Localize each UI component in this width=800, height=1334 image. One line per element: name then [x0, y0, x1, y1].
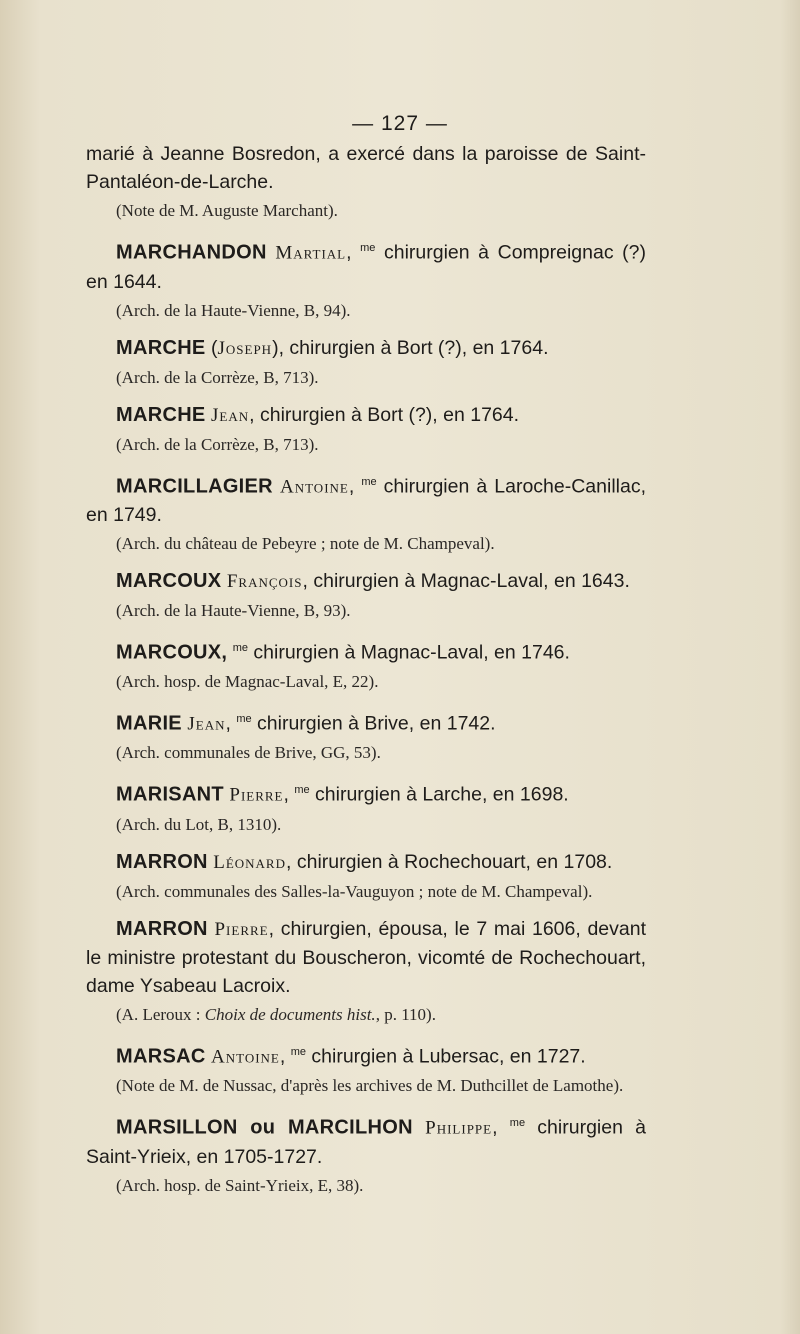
entry-surname: MARISANT	[116, 783, 224, 806]
entry-surname: MARCHE	[116, 403, 206, 426]
entry-text	[86, 776, 646, 810]
entry-description: chirurgien à Bort (?), en 1764.	[289, 336, 549, 359]
entry-description: chirurgien à Saint-Yrieix, en 1705-1727.	[86, 1116, 647, 1168]
entry-surname: MARCHANDON	[116, 241, 267, 264]
intro-source: (Note de M. Auguste Marchant).	[116, 201, 338, 220]
intro-entry	[86, 140, 646, 224]
entry-text	[86, 634, 646, 667]
dictionary-entry	[86, 634, 646, 695]
entry-surname: MARSILLON ou MARCILHON	[116, 1116, 413, 1139]
entry-source: (Note de M. de Nussac, d'après les archives de M. Duthcillet de Lamothe).	[116, 1076, 624, 1095]
entry-description: chirurgien à Rochechouart, en 1708.	[296, 850, 613, 873]
dictionary-entry	[86, 915, 646, 1028]
entry-separator: ,	[283, 783, 295, 806]
entry-open-paren: (	[205, 336, 218, 359]
entry-surname: MARRON	[116, 850, 208, 873]
entry-surname: MARRON	[116, 917, 208, 940]
entry-title-abbrev: me	[294, 784, 310, 796]
entry-given-name: Jean	[211, 404, 250, 426]
entry-surname: MARCHE	[116, 336, 206, 359]
entry-separator: ,	[492, 1116, 510, 1139]
entry-source: (Arch. communales de Brive, GG, 53).	[116, 743, 381, 762]
entry-given-name: Pierre	[214, 918, 269, 940]
entry-source: (Arch. hosp. de Magnac-Laval, E, 22).	[116, 671, 379, 691]
entry-surname: MARCILLAGIER	[116, 475, 273, 497]
entry-description: chirurgien à Bort (?), en 1764.	[259, 403, 520, 426]
dictionary-entry	[86, 705, 646, 767]
entry-source-end: , p. 110).	[375, 1004, 436, 1024]
entry-source: (Arch. de la Corrèze, B, 713).	[116, 367, 319, 387]
dictionary-entry	[86, 234, 646, 324]
entry-given-name: Antoine	[211, 1046, 280, 1067]
entry-text	[86, 234, 646, 296]
entry-given-name: Antoine	[279, 476, 349, 497]
entry-text	[86, 334, 646, 363]
entry-text	[86, 915, 646, 1000]
dictionary-entry	[86, 468, 646, 558]
entry-source-start: (A. Leroux :	[116, 1004, 205, 1024]
entry-title-abbrev: me	[236, 712, 252, 725]
entry-title-abbrev: me	[290, 1045, 306, 1058]
entry-title-abbrev: me	[232, 642, 248, 654]
entry-source: (Arch. de la Corrèze, B, 713).	[116, 434, 319, 454]
entry-text	[86, 1109, 646, 1171]
entry-separator: ,	[268, 917, 281, 940]
entry-surname: MARIE	[116, 712, 182, 734]
entry-given-name: François	[226, 571, 303, 592]
dictionary-entry	[86, 334, 646, 391]
dictionary-entry	[86, 567, 646, 624]
entry-separator: ,	[249, 403, 260, 426]
entry-description: chirurgien, épousa, le 7 mai 1606, devant le ministre protestant du Bouscheron, vicomté de Rochechouart, dame Ysabeau Lacroix.	[86, 917, 647, 997]
entry-source: (Arch. de la Haute-Vienne, B, 94).	[116, 300, 351, 320]
entry-source: (Arch. hosp. de Saint-Yrieix, E, 38).	[116, 1175, 364, 1195]
entry-separator: ),	[272, 336, 290, 359]
entry-separator: ,	[279, 1045, 291, 1067]
entry-source	[86, 1002, 646, 1028]
entry-given-name: Philippe	[425, 1117, 493, 1139]
dictionary-entry	[86, 848, 646, 905]
entry-given-name: Joseph	[217, 337, 273, 359]
entry-description: chirurgien à Lubersac, en 1727.	[306, 1045, 586, 1067]
entry-description: chirurgien à Brive, en 1742.	[251, 712, 496, 734]
entry-given-name: Léonard	[213, 851, 286, 873]
entry-source: (Arch. du château de Pebeyre ; note de M. Champeval).	[116, 534, 495, 553]
dictionary-entry	[86, 776, 646, 838]
intro-text: marié à Jeanne Bosredon, a exercé dans la paroisse de Saint-Pantaléon-de-Larche.	[86, 143, 646, 193]
entry-separator: ,	[225, 712, 237, 734]
entry-description: chirurgien à Compreignac (?) en 1644.	[86, 241, 646, 293]
entry-surname: MARCOUX	[116, 570, 222, 592]
entry-text	[86, 1038, 646, 1072]
entry-separator: ,	[302, 570, 314, 592]
entry-text	[86, 567, 646, 596]
entry-surname: MARCOUX,	[116, 641, 228, 664]
entry-given-name: Martial	[275, 242, 347, 264]
entry-description: chirurgien à Laroche-Canillac, en 1749.	[86, 475, 647, 526]
entry-title-abbrev: me	[361, 475, 377, 488]
dictionary-entry	[86, 401, 646, 458]
page-number: — 127 —	[352, 112, 448, 135]
entries-list	[86, 234, 646, 1199]
entry-title-abbrev: me	[360, 242, 376, 254]
entry-separator: ,	[286, 850, 297, 873]
dictionary-entry	[86, 1038, 646, 1100]
entry-separator: ,	[348, 475, 362, 497]
entry-description: chirurgien à Larche, en 1698.	[309, 783, 569, 806]
entry-separator: ,	[346, 241, 361, 264]
entry-surname: MARSAC	[116, 1045, 206, 1067]
page-content	[86, 140, 646, 1209]
entry-source: (Arch. communales des Salles-la-Vauguyon ; note de M. Champeval).	[116, 881, 593, 901]
entry-given-name: Jean	[187, 713, 226, 734]
entry-text	[86, 468, 646, 530]
entry-text	[86, 848, 646, 877]
entry-title-abbrev: me	[509, 1117, 526, 1129]
dictionary-entry	[86, 1109, 646, 1199]
entry-given-name: Pierre	[229, 784, 284, 806]
entry-description: chirurgien à Magnac-Laval, en 1746.	[248, 641, 570, 664]
entry-source: (Arch. de la Haute-Vienne, B, 93).	[116, 601, 351, 620]
entry-description: chirurgien à Magnac-Laval, en 1643.	[313, 570, 630, 592]
entry-source-title: Choix de documents hist.	[204, 1004, 376, 1024]
entry-text	[86, 401, 646, 430]
entry-text	[86, 705, 646, 739]
entry-source: (Arch. du Lot, B, 1310).	[116, 814, 282, 834]
